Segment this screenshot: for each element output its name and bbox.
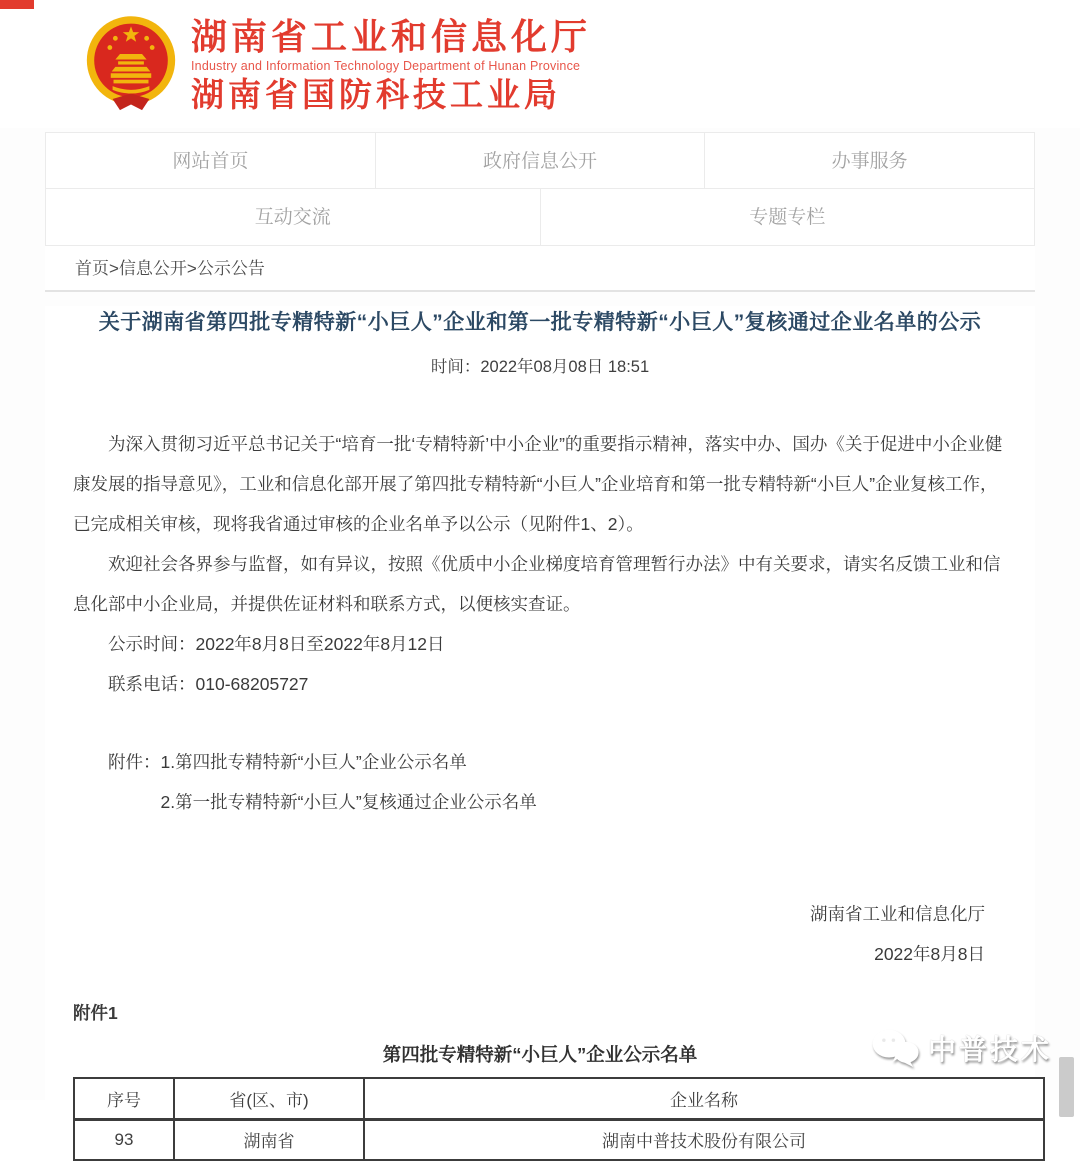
attachment1-label: 附件1 <box>73 1003 118 1023</box>
nav-item-special-topics[interactable]: 专题专栏 <box>541 189 1036 246</box>
attachment-item-1[interactable]: 附件：1.第四批专精特新“小巨人”企业公示名单 <box>108 752 467 772</box>
scrollbar-thumb[interactable] <box>1059 1057 1074 1117</box>
watermark-text: 中普技术 <box>927 1034 1052 1065</box>
cell-company-name: 湖南中普技术股份有限公司 <box>364 1119 1044 1160</box>
article-body <box>73 424 1007 974</box>
org-name-en: Industry and Information Technology Department of Hunan Province <box>191 59 581 74</box>
nav-item-services[interactable]: 办事服务 <box>705 132 1035 189</box>
col-header-province: 省(区、市) <box>174 1078 364 1119</box>
nav-item-interaction[interactable]: 互动交流 <box>45 189 541 246</box>
nav-item-gov-info[interactable]: 政府信息公开 <box>376 132 706 189</box>
company-roster-table <box>73 1077 1045 1161</box>
nav-item-home[interactable]: 网站首页 <box>45 132 376 189</box>
article <box>45 306 1035 1161</box>
cell-index: 93 <box>74 1119 174 1160</box>
public-period-line: 公示时间：2022年8月8日至2022年8月12日 <box>108 634 445 654</box>
signature-org: 湖南省工业和信息化厅 <box>810 904 985 924</box>
org-name-cn: 湖南省工业和信息化厅 <box>191 15 592 57</box>
signature-block <box>73 894 1007 974</box>
main-nav <box>45 132 1035 246</box>
article-time: 时间：2022年08月08日 18:51 <box>430 358 650 376</box>
attachment-item-2[interactable]: 2.第一批专精特新“小巨人”复核通过企业公示名单 <box>160 792 537 812</box>
article-title: 关于湖南省第四批专精特新“小巨人”企业和第一批专精特新“小巨人”复核通过企业名单的公示 <box>98 311 982 334</box>
table-header-row <box>74 1078 1044 1119</box>
corner-red-mark <box>0 0 34 9</box>
org-name-block <box>191 16 591 115</box>
nav-row-1 <box>45 132 1035 189</box>
cell-province: 湖南省 <box>174 1119 364 1160</box>
site-header <box>0 0 1080 128</box>
signature-date: 2022年8月8日 <box>874 944 985 964</box>
col-header-company: 企业名称 <box>364 1078 1044 1119</box>
contact-phone-line: 联系电话：010-68205727 <box>108 674 309 694</box>
col-header-index: 序号 <box>74 1078 174 1119</box>
paragraph-2: 欢迎社会各界参与监督，如有异议，按照《优质中小企业梯度培育管理暂行办法》中有关要求，请实名反馈工业和信息化部中小企业局，并提供佐证材料和联系方式，以便核实查证。 <box>73 554 1001 614</box>
paragraph-1: 为深入贯彻习近平总书记关于“培育一批‘专精特新’中小企业”的重要指示精神，落实中办、国办《关于促进中小企业健康发展的指导意见》，工业和信息化部开展了第四批专精特新“小巨人”企业培育和第一批专精特新“小巨人”企业复核工作，已完成相关审核，现将我省通过审核的企业名单予以公示（见附件1、2）。 <box>73 434 1003 534</box>
attachment-list <box>73 742 1007 822</box>
org-name2-cn: 湖南省国防科技工业局 <box>191 76 561 114</box>
attachment1-table-title: 第四批专精特新“小巨人”企业公示名单 <box>382 1044 698 1065</box>
nav-row-2 <box>45 189 1035 246</box>
national-emblem-icon <box>85 14 177 116</box>
table-row <box>74 1119 1044 1160</box>
breadcrumb[interactable]: 首页>信息公开>公示公告 <box>45 246 1035 292</box>
